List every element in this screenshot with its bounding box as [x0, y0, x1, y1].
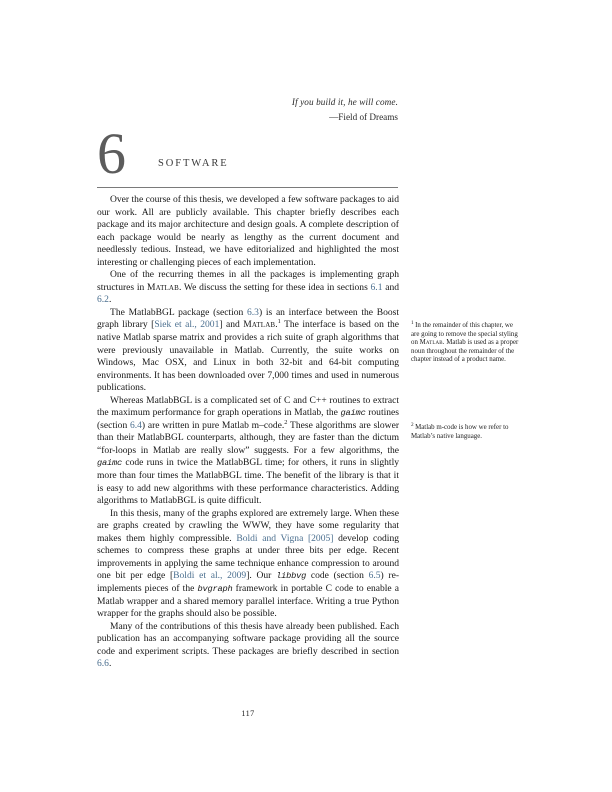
p6-s1: Many of the contributions of this thesis have already been published. Each publication has an accompanying software package providing all the source code and experiment scripts. These packages are briefly described in section [97, 620, 399, 657]
margin-note-2 [411, 421, 519, 441]
paragraph-2 [97, 269, 399, 307]
p5-s4: code (section [306, 570, 369, 582]
epigraph-quote: If you build it, he will come. [291, 97, 398, 107]
chapter-number: 6 [97, 121, 126, 186]
epigraph-source: —Field of Dreams [329, 112, 398, 123]
p5-s6: framework in portable C code to enable a Matlab wrapper and a shared memory parallel interface. Writing a true Python wrapper for the graphs should also be possible. [97, 582, 399, 620]
p4-s1: Whereas MatlabBGL is a complicated set of C and C++ routines to extract the maximum performance for graph operations in Matlab, the [97, 394, 399, 419]
matlab-smallcaps: Matlab [243, 319, 276, 331]
p3-s2: ) is an interface between the Boost graph library [ [97, 306, 399, 331]
paragraph-5 [97, 508, 399, 621]
p1-text: Over the course of this thesis, we developed a few software packages to aid our work. All are publicly available. This chapter briefly describes each package and its major architecture and design goals. A complete description of each package would be nearly as lengthy as the current document and needlessly tedious. Instead, we have editorialized and highlighted the most interesting or challenging pieces of each implementation. [97, 194, 399, 268]
section-ref-6-2[interactable]: 6.2 [97, 294, 109, 306]
margin-note-2-s1: Matlab m-code is how we refer to Matlab’s native language. [411, 424, 509, 440]
p5-s5: ) re-implements pieces of the [97, 570, 400, 594]
section-ref-6-6[interactable]: 6.6 [97, 658, 109, 670]
margin-note-1-s1: In the remainder of this chapter, we are going to remove the special styling on [411, 322, 518, 347]
page-number: 117 [241, 709, 255, 718]
p2-s4: . [108, 294, 112, 306]
citation-siek-2001[interactable]: Siek et al., 2001 [154, 319, 220, 331]
paragraph-1 [97, 194, 399, 269]
code-gaimc: gaimc [97, 458, 123, 469]
section-ref-6-1[interactable]: 6.1 [370, 281, 383, 293]
section-ref-6-4[interactable]: 6.4 [129, 419, 142, 431]
chapter-divider-rule [97, 187, 398, 188]
p6-s2: . [108, 658, 112, 670]
margin-note-1-s2: . Matlab is used as a proper noun throughout the remainder of the chapter instead of a product name. [411, 339, 519, 364]
p4-s2: routines (section [97, 407, 399, 431]
footnote-marker-2[interactable]: 2 [284, 418, 288, 426]
code-libbvg: libbvg [276, 571, 307, 582]
citation-boldi-2009[interactable]: Boldi et al., 2009 [173, 570, 247, 582]
p5-s2: develop coding schemes to compress these graphs at under three bits per edge. Recent improvements in applying the same technique enhance compression to around one bit per edge [ [97, 532, 399, 582]
p2-s3: and [382, 281, 399, 293]
section-ref-6-3[interactable]: 6.3 [247, 306, 259, 318]
p3-s1: The MatlabBGL package (section [110, 306, 248, 318]
p2-s1: One of the recurring themes in all the packages is implementing graph structures in [97, 269, 399, 293]
paragraph-6 [97, 621, 399, 671]
p2-s2: . We discuss the setting for these idea in sections [178, 281, 371, 293]
p3-s4: . [275, 319, 278, 331]
p4-s5: code runs in twice the MatlabBGL time; for others, it runs in slightly more than four times the MatlabBGL time. The benefit of the library is that it is easy to add new algorithms with these performance characteristics. Adding algorithms to MatlabBGL is quite difficult. [97, 457, 399, 507]
section-ref-6-5[interactable]: 6.5 [368, 570, 381, 582]
margin-note-marker-2: 2 [411, 421, 414, 428]
code-gaimc: gaimc [340, 408, 366, 419]
margin-note-marker-1: 1 [411, 319, 414, 326]
citation-boldi-vigna-2005[interactable]: Boldi and Vigna [2005] [236, 532, 334, 544]
p4-s3: ) are written in pure Matlab m–code. [141, 419, 285, 431]
code-bvgraph: bvgraph [197, 583, 233, 594]
matlab-smallcaps: Matlab [147, 281, 179, 293]
p3-s5: The interface is based on the native Matlab sparse matrix and provides a rich suite of graph algorithms that were previously unavailable in Matlab. Currently, the suite works on Windows, Mac OSX, and Linux in both 32-bit and 64-bit computing environments. It has been downloaded over 7,000 times and used in numerous publications. [97, 319, 399, 394]
p5-s1: In this thesis, many of the graphs explored are extremely large. When these are graphs created by crawling the WWW, they have some regularity that makes them highly compressible. [97, 507, 399, 544]
p3-s3: ] and [219, 319, 244, 331]
paragraph-4 [97, 395, 399, 508]
p4-s4: These algorithms are slower than their MatlabBGL counterparts, although, they are faster than the dictum “for-loops in Matlab are really slow” suggests. For a few algorithms, the [97, 419, 399, 456]
p5-s3: ]. Our [246, 570, 277, 582]
chapter-title: SOFTWARE [158, 158, 229, 169]
margin-note-1 [411, 319, 519, 365]
matlab-smallcaps: Matlab [419, 339, 443, 347]
paragraph-3 [97, 307, 399, 395]
footnote-marker-1[interactable]: 1 [277, 318, 281, 326]
body-text-column [97, 194, 399, 671]
epigraph [97, 96, 398, 124]
